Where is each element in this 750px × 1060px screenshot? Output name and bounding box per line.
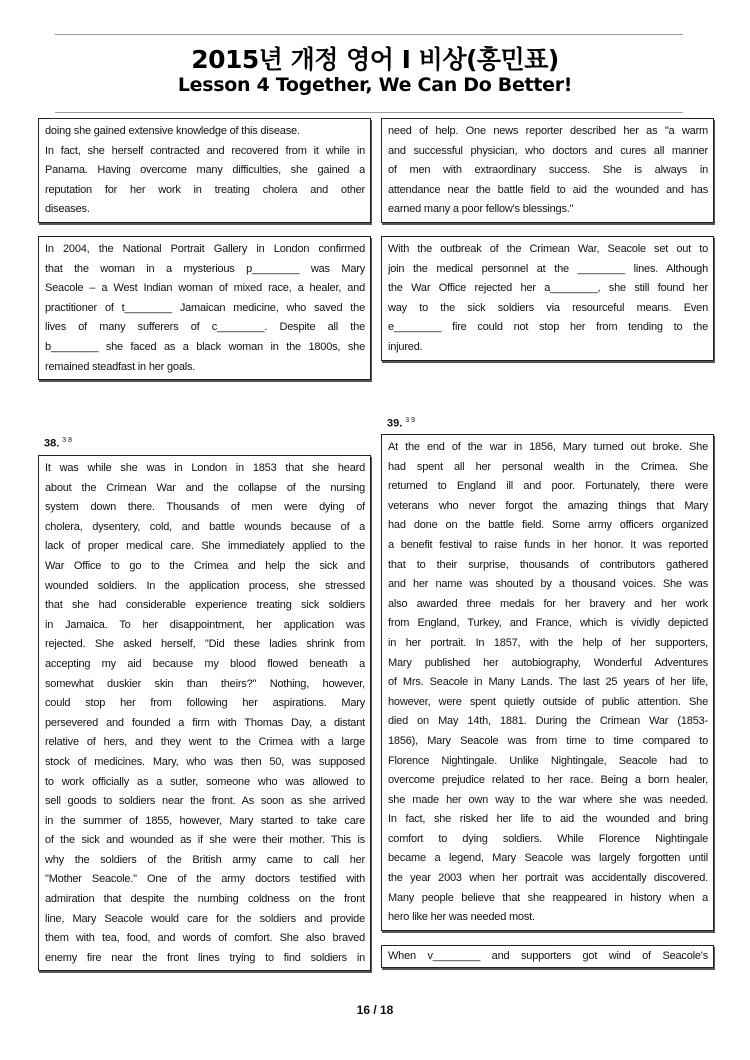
text-line: in Jamaica. To her disappointment, her application was bbox=[45, 618, 365, 631]
text-line: relative of hers, and they went to the Crimea with a large bbox=[45, 736, 365, 749]
text-line: line, Mary Seacole would care for the soldiers and provide bbox=[45, 912, 365, 925]
text-line: had spent all her personal wealth in the Crimea. She bbox=[388, 460, 708, 473]
text-line: hero like her was needed most. bbox=[388, 911, 535, 924]
summary-box-right bbox=[381, 236, 714, 361]
text-line: why the soldiers of the British army came to call her bbox=[45, 853, 365, 866]
text-line: persevered and founded a firm with Thomas Day, a distant bbox=[45, 716, 365, 729]
text-line: way to the sick soldiers via resourceful means. Even bbox=[388, 301, 708, 314]
text-line: e________ fire could not stop her from tending to the bbox=[388, 321, 708, 334]
text-line: sell goods to soldiers near the front. As soon as she arrived bbox=[45, 795, 365, 808]
passage-box-39 bbox=[381, 434, 714, 931]
page-number: 16 / 18 bbox=[356, 1003, 394, 1017]
text-line: the War Office rejected her a________, she still found her bbox=[388, 282, 708, 295]
text-line: In fact, she herself contracted and recovered from it while in bbox=[45, 144, 365, 157]
text-line: and her name was shouted by a thousand voices. She was bbox=[388, 578, 708, 591]
text-line: that she had considerable experience treating sick soldiers bbox=[45, 599, 365, 612]
text-line: the year 2003 when her portrait was accidentally discovered. bbox=[388, 872, 708, 885]
text-line: however, were spent quietly outside of public attention. She bbox=[388, 695, 708, 708]
text-line: It was while she was in London in 1853 that she heard bbox=[45, 462, 365, 474]
text-line: of Mrs. Seacole in Many Lands. The last 25 years of her life, bbox=[388, 676, 708, 689]
text-line: comfort to dying soldiers. While Florence Nightingale bbox=[388, 832, 708, 845]
text-line: practitioner of t________ Jamaican medicine, who saved the bbox=[45, 301, 365, 314]
text-line: system down there. Thousands of men were dying of bbox=[45, 501, 365, 514]
text-line: of the sick and wounded as if she were their mother. This is bbox=[45, 834, 365, 847]
text-line: veterans who never forgot the amazing things that Mary bbox=[388, 499, 708, 512]
passage-box-38 bbox=[38, 455, 371, 971]
text-line: In 2004, the National Portrait Gallery in London confirmed bbox=[45, 243, 365, 255]
text-line: At the end of the war in 1856, Mary turned out broke. She bbox=[388, 441, 708, 453]
text-line: she made her own way to the war where she was needed. bbox=[388, 793, 708, 806]
text-line: lives of many sufferers of c________. Despite all the bbox=[45, 321, 365, 334]
text-line: remained steadfast in her goals. bbox=[45, 360, 196, 373]
text-line: Many people believe that she reappeared in history when a bbox=[388, 891, 708, 904]
text-line: attendance near the battle field to aid the wounded and has bbox=[388, 183, 708, 196]
text-line: earned many a poor fellow's blessings." bbox=[388, 203, 574, 216]
text-line: overcome prejudice related to her race. Being a born healer, bbox=[388, 774, 708, 787]
text-line: Mary published her autobiography, Wonderful Adventures bbox=[388, 656, 708, 669]
text-line: wounded soldiers. In the application process, she stressed bbox=[45, 579, 365, 592]
question-sup: 3 8 bbox=[62, 437, 73, 444]
text-line: somewhat duskier skin than theirs?" Nothing, however, bbox=[45, 677, 365, 690]
passage-box-top-right bbox=[381, 118, 714, 223]
text-line: that to their surprise, thousands of contributors gathered bbox=[388, 558, 708, 571]
text-line: rejected. She asked herself, "Did these ladies shrink from bbox=[45, 638, 365, 651]
text-line: from England, Turkey, and France, which is vividly depicted bbox=[388, 617, 708, 630]
question-sup: 3 9 bbox=[405, 417, 416, 424]
text-line: of men with extraordinary success. She is always in bbox=[388, 164, 708, 177]
question-number: 39. bbox=[387, 417, 403, 430]
text-line: and successful physician, who doctors and cures all manner bbox=[388, 144, 708, 157]
question-39-label bbox=[387, 417, 415, 430]
lesson-subtitle: Lesson 4 Together, We Can Do Better! bbox=[177, 74, 573, 96]
text-line: 1856), Mary Seacole was from time to time compared to bbox=[388, 734, 708, 747]
text-line: died on May 14th, 1881. During the Crimean War (1853- bbox=[388, 715, 708, 728]
summary-box-left bbox=[38, 236, 371, 380]
header-rule-top bbox=[55, 34, 683, 35]
text-line: injured. bbox=[388, 340, 423, 353]
text-line: also awarded three medals for her bravery and her work bbox=[388, 597, 708, 610]
text-line: enemy fire near the front lines trying to find soldiers in bbox=[45, 951, 365, 964]
text-line: Panama. Having overcome many difficulties, she gained a bbox=[45, 164, 365, 177]
text-line: about the Crimean War and the collapse of the nursing bbox=[45, 481, 365, 494]
text-line: in her portrait. In 1857, with the help of her supporters, bbox=[388, 636, 708, 649]
text-line: that the woman in a mysterious p________ was Mary bbox=[45, 262, 365, 275]
passage-box-top-left bbox=[38, 118, 371, 223]
text-line: a benefit festival to raise funds in her honor. It was reported bbox=[388, 538, 708, 551]
text-line: admiration that despite the numbing coldness on the front bbox=[45, 893, 365, 906]
text-line: need of help. One news reporter described her as "a warm bbox=[388, 125, 708, 137]
text-line: diseases. bbox=[45, 203, 90, 216]
text-line: With the outbreak of the Crimean War, Seacole set out to bbox=[388, 243, 708, 255]
text-line: had done on the battle field. Some army officers organized bbox=[388, 519, 708, 532]
text-line: returned to England ill and poor. Fortunately, there were bbox=[388, 480, 708, 493]
text-line: accepting my aid because my blood flowed beneath a bbox=[45, 657, 365, 670]
text-line: lack of proper medical care. She immediately applied to the bbox=[45, 540, 365, 553]
text-line: b________ she faced as a black woman in the 1800s, she bbox=[45, 340, 365, 353]
text-line: cholera, dysentery, cold, and battle wounds because of a bbox=[45, 520, 365, 533]
summary-box-next bbox=[381, 945, 714, 968]
text-line: doing she gained extensive knowledge of this disease. bbox=[45, 125, 300, 137]
document-title: 2015년 개정 영어 I 비상(홍민표) bbox=[191, 45, 559, 74]
text-line: join the medical personnel at the ________ lines. Although bbox=[388, 262, 708, 275]
text-line: could stop her from following her aspirations. Mary bbox=[45, 697, 365, 710]
text-line: "Mother Seacole." One of the army doctors testified with bbox=[45, 873, 365, 886]
text-line: Seacole – a West Indian woman of mixed race, a healer, and bbox=[45, 282, 365, 295]
text-line: reputation for her work in treating cholera and other bbox=[45, 183, 365, 196]
question-number: 38. bbox=[44, 437, 60, 450]
text-line: became a legend, Mary Seacole was largely forgotten until bbox=[388, 852, 708, 865]
text-line: In fact, she risked her life to aid the wounded and bring bbox=[388, 813, 708, 826]
text-line: Florence Nightingale. Unlike Nightingale, Seacole had to bbox=[388, 754, 708, 767]
text-line: When v________ and supporters got wind of Seacole's bbox=[388, 950, 708, 962]
text-line: them with tea, food, and words of comfort. She also braved bbox=[45, 932, 365, 945]
text-line: War Office to go to the Crimea and help the sick and bbox=[45, 559, 365, 572]
text-line: stock of medicines. Mary, who was then 50, was supposed bbox=[45, 755, 365, 768]
text-line: to work officially as a sutler, someone who was allowed to bbox=[45, 775, 365, 788]
header-rule-bottom bbox=[55, 112, 683, 113]
question-38-label bbox=[44, 437, 72, 450]
text-line: in the summer of 1855, however, Mary started to take care bbox=[45, 814, 365, 827]
